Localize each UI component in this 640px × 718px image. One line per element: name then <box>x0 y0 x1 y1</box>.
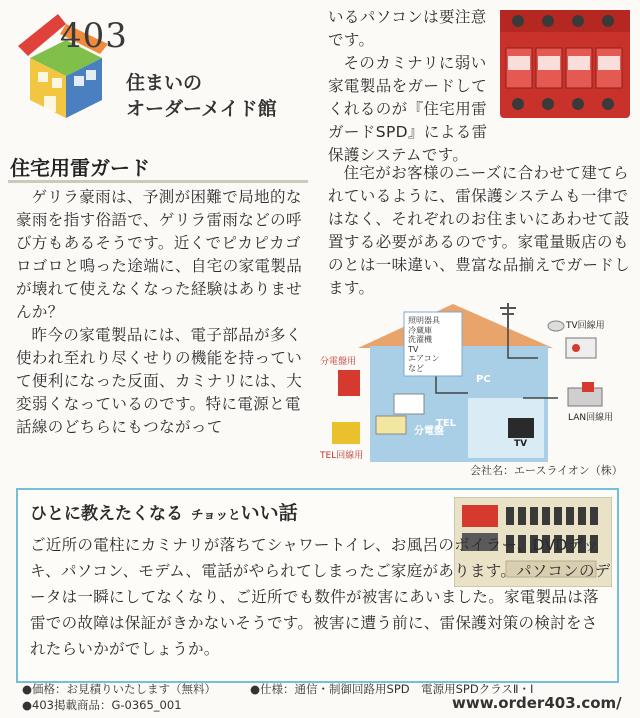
appliance-list <box>408 316 440 373</box>
paragraph-1: ゲリラ豪雨は、予測が困難で局地的な豪雨を指す俗語で、ゲリラ雷雨などの呼び方もあるそうです。近くでピカピカゴロゴロと鳴った途端に、自宅の家電製品が壊れて使えなくなった経験はありませんか？ <box>16 188 303 321</box>
spd-product-photo <box>498 6 633 121</box>
appliance-item: エアコン <box>408 354 440 363</box>
footer-url-link[interactable]: www.order403.com/ <box>452 694 622 712</box>
left-column-text <box>16 186 311 439</box>
logo-text-line2: オーダーメイド館 <box>126 98 277 120</box>
footer-product-code: ●403掲載商品：G-0365_001 <box>22 698 182 712</box>
label-pc: PC <box>476 374 491 385</box>
appliance-item: など <box>408 363 424 373</box>
company-name: 会社名：エースライオン（株） <box>470 464 623 477</box>
tip-box-text: ご近所の電柱にカミナリが落ちてシャワートイレ、お風呂のボイラー、DVDデッキ、パソコン、モデム、電話がやられてしまったご家庭があります。パソコンのデータは一瞬にしてなくなり、ご近所でも数件が被害にあいました。家電製品は落雷での故障は保証がきかないそうです。被害に遭う前に、雷保護対策の検討をされたらいかがでしょうか。 <box>30 536 611 658</box>
paragraph-4: そのカミナリに弱い家電製品をガードしてくれるのが『住宅用雷ガードSPD』による雷保護システムです。 <box>328 54 488 164</box>
lightning-protection-diagram <box>318 298 636 463</box>
article-title: 住宅用雷ガード <box>10 156 150 180</box>
right-column-bottom-text <box>328 162 633 300</box>
brand-logo <box>8 6 308 126</box>
footer-price: ●価格：お見積りいたします（無料） <box>22 682 217 696</box>
logo-text-line1: 住まいの <box>126 72 203 94</box>
paragraph-2: 昨今の家電製品には、電子部品が多く使われ至れり尽くせりの機能を持っていて便利になった反面、カミナリには、大変弱くなっているのです。特に電源と電話線のどちらにもつながって <box>16 326 303 436</box>
appliance-item: 冷蔵庫 <box>408 325 432 335</box>
label-tel-use: TEL回線用 <box>320 451 364 461</box>
label-lan: LAN回線用 <box>568 413 614 423</box>
tip-box-title <box>30 498 298 525</box>
footer-spec: ●仕様：通信・制御回路用SPD 電源用SPDクラスⅡ・Ⅰ <box>250 682 534 696</box>
label-tv: TV <box>514 439 528 449</box>
label-panel: 分電盤 <box>414 426 444 437</box>
appliance-item: TV <box>408 344 419 354</box>
appliance-item: 洗濯機 <box>408 335 432 344</box>
tip-title-small: チョッと <box>191 507 241 522</box>
tip-title-big: いい話 <box>240 502 298 524</box>
label-panel-use: 分電盤用 <box>320 357 357 367</box>
paragraph-3: いるパソコンは要注意です。 <box>328 8 487 49</box>
logo-number: 403 <box>60 16 128 56</box>
paragraph-5: 住宅がお客様のニーズに合わせて建てられているように、雷保護システムも一律ではなく、それぞれのお住まいにあわせて設置する必要があるのです。家電量販店のものとは一味違い、豊富な品揃えでガードします。 <box>328 164 631 297</box>
appliance-item: 照明器具 <box>408 316 440 325</box>
right-column-top-text <box>328 6 493 167</box>
label-tv-line: TV回線用 <box>566 321 605 331</box>
tip-title-part1: ひとに教えたくなる <box>30 504 183 524</box>
title-underline <box>8 180 308 183</box>
label-tel: TEL <box>436 418 457 429</box>
